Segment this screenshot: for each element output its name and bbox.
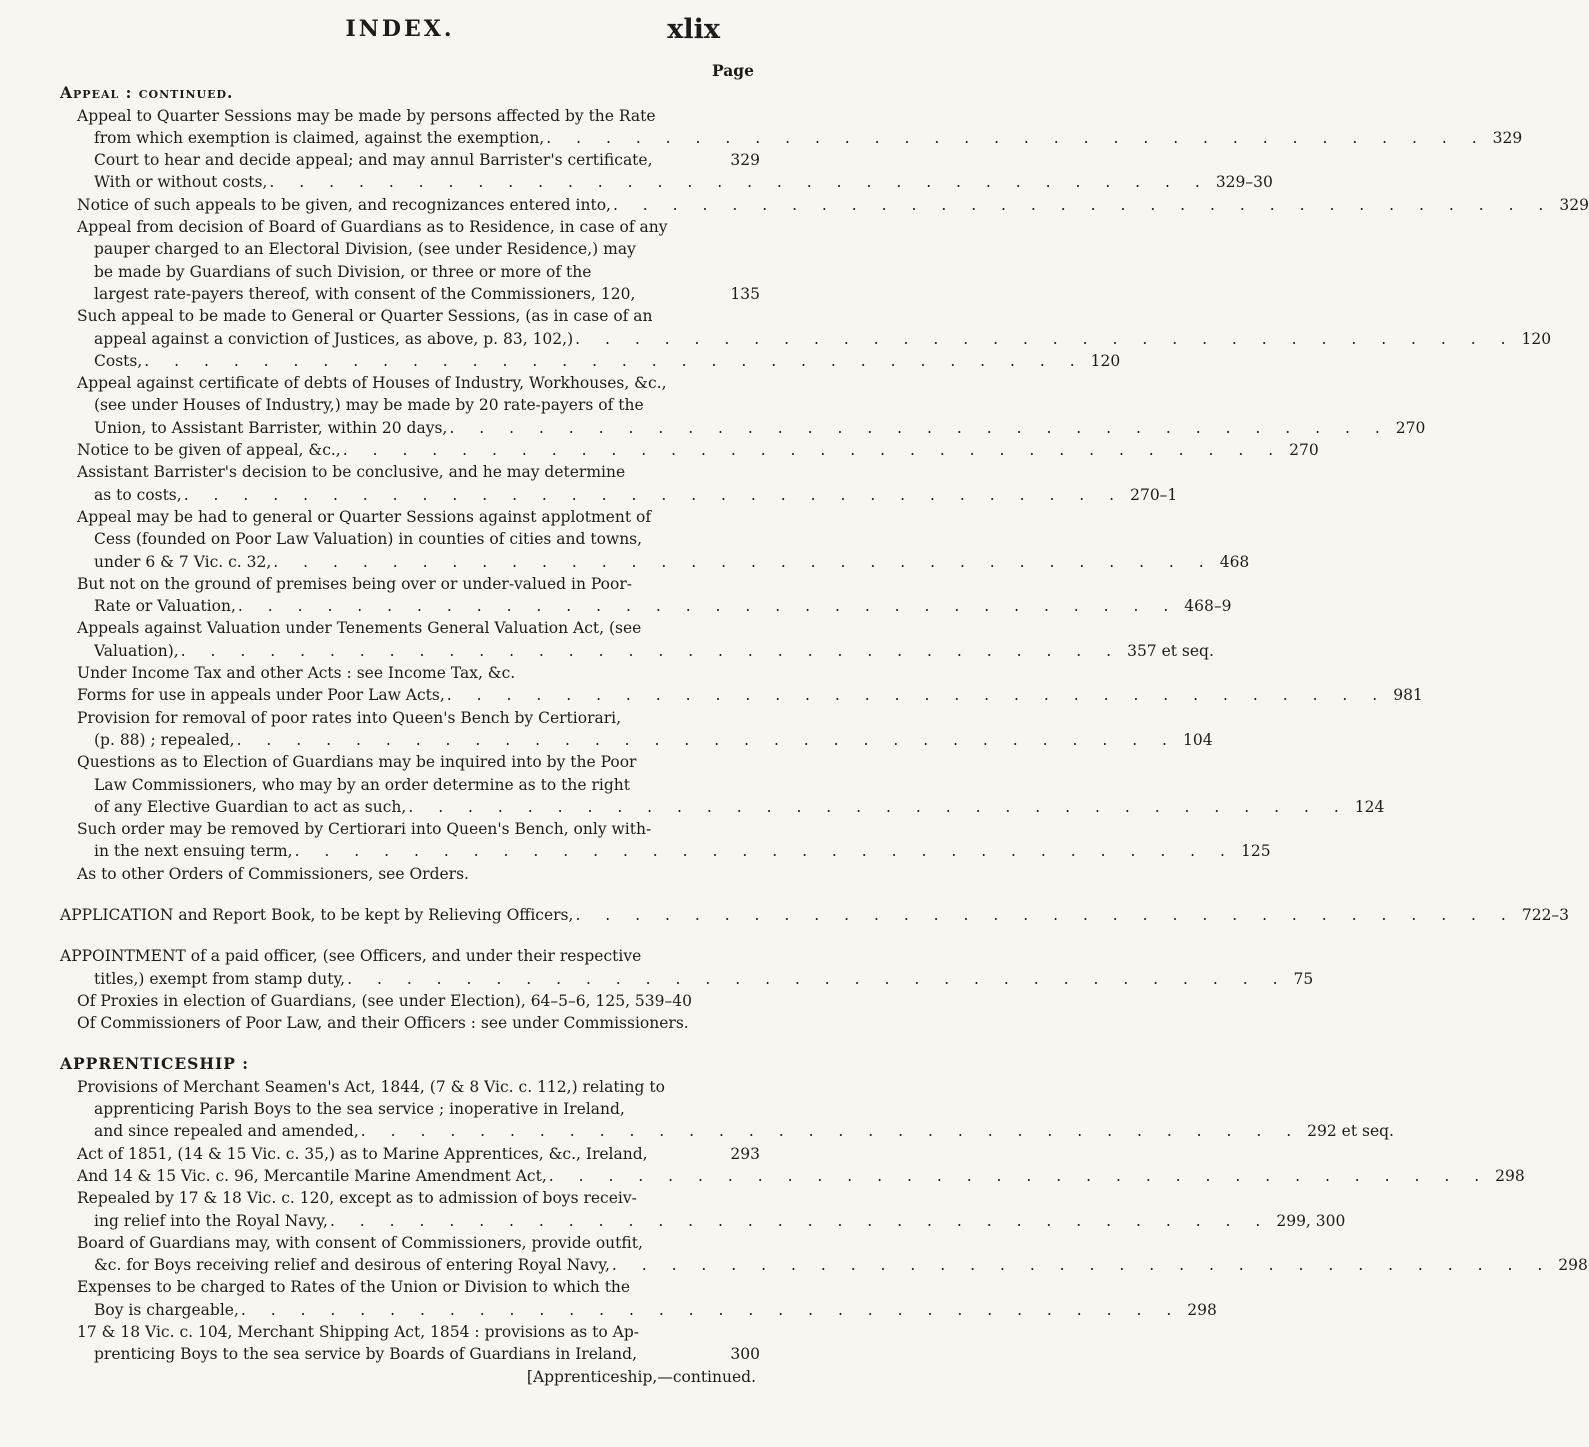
entry-text: Appeal may be had to general or Quarter Sessions against applotment of <box>77 507 652 526</box>
index-entry-line <box>60 261 760 283</box>
index-entry-line <box>60 216 760 238</box>
dot-leader: . . . . . . . . . . . . . . . . . . . . . . . . . . . . . . . . <box>611 1256 1553 1275</box>
entry-text: Law Commissioners, who may by an order determine as to the right <box>94 775 630 794</box>
entry-text: prenticing Boys to the sea service by Boards of Guardians in Ireland, <box>94 1345 638 1364</box>
index-entry-line <box>60 1012 760 1034</box>
entry-text: Notice of such appeals to be given, and recognizances entered into, <box>77 195 611 214</box>
index-entry-line <box>60 751 760 773</box>
index-entry-line <box>60 149 760 171</box>
index-entry-line <box>60 1210 1346 1232</box>
section-heading-text: Appeal : continued. <box>60 83 234 103</box>
entry-text: Boy is chargeable, <box>94 1300 239 1319</box>
index-entry-line <box>60 1276 760 1298</box>
index-entry-line <box>60 573 760 595</box>
entry-text: Valuation), <box>94 641 179 660</box>
entry-text: appeal against a conviction of Justices, as above, p. 83, 102,) <box>94 329 574 348</box>
page-reference: 329 <box>1559 195 1589 214</box>
dot-leader: . . . . . . . . . . . . . . . . . . . . . . . . . . . . . . . . <box>449 418 1390 437</box>
dot-leader: . . . . . . . . . . . . . . . . . . . . . . . . . . . . . . . . <box>269 173 1210 192</box>
page-reference: 299, 300 <box>1276 1211 1346 1230</box>
dot-leader: . . . . . . . . . . . . . . . . . . . . . . . . . . . . . . . . <box>183 485 1125 504</box>
page-reference: 292 et seq. <box>1307 1122 1394 1141</box>
entry-text: Union, to Assistant Barrister, within 20 days, <box>94 418 448 437</box>
index-entry-line <box>60 707 760 729</box>
page-reference: 125 <box>1240 842 1271 861</box>
page-reference: 104 <box>1182 730 1213 749</box>
dot-leader: . . . . . . . . . . . . . . . . . . . . . . . . . . . . . . . . <box>446 686 1388 705</box>
index-entry-line <box>60 968 1314 990</box>
index-entry-line <box>60 1321 760 1343</box>
index-entry-line <box>60 904 1570 926</box>
entry-text: as to costs, <box>94 485 182 504</box>
index-entry-line <box>60 439 1319 461</box>
dot-leader: . . . . . . . . . . . . . . . . . . . . . . . . . . . . . . . . <box>347 969 1288 988</box>
section-gap <box>60 885 760 904</box>
entry-text: Appeals against Valuation under Tenements General Valuation Act, (see <box>77 619 642 638</box>
page-reference: 329 <box>730 151 760 170</box>
index-entry-line <box>60 171 1273 193</box>
index-entry-line <box>60 863 760 885</box>
index-entry-line <box>60 729 1213 751</box>
page-reference: 270–1 <box>1130 485 1178 504</box>
entry-text: pauper charged to an Electoral Division, (see under Residence,) may <box>94 240 636 259</box>
index-entry-line <box>60 350 1121 372</box>
entry-text: Appeal to Quarter Sessions may be made by persons affected by the Rate <box>77 106 656 125</box>
entry-text: APPLICATION and Report Book, to be kept by Relieving Officers, <box>60 905 574 924</box>
index-entry-line <box>60 990 760 1012</box>
page-reference: 120 <box>1521 329 1552 348</box>
dot-leader: . . . . . . . . . . . . . . . . . . . . . . . . . . . . . . . . <box>548 1166 1490 1185</box>
section-heading-text: APPRENTICESHIP : <box>60 1054 249 1074</box>
index-entry-line <box>60 1299 1217 1321</box>
dot-leader: . . . . . . . . . . . . . . . . . . . . . . . . . . . . . . . . <box>294 842 1235 861</box>
entry-text: Board of Guardians may, with consent of Commissioners, provide outfit, <box>77 1233 643 1252</box>
entry-text: Cess (founded on Poor Law Valuation) in counties of cities and towns, <box>94 530 643 549</box>
page-number: xlix <box>667 14 720 45</box>
index-entry-line <box>60 1232 760 1254</box>
entry-text: largest rate-payers thereof, with consent of the Commissioners, 120, <box>94 284 636 303</box>
entry-text: Costs, <box>94 351 143 370</box>
index-entry-line <box>60 1143 760 1165</box>
entry-text: Provision for removal of poor rates into Queen's Bench by Certiorari, <box>77 708 622 727</box>
index-entry-line <box>60 238 760 260</box>
page-reference: 981 <box>1393 686 1423 705</box>
entry-text: Such order may be removed by Certiorari into Queen's Bench, only with- <box>77 820 652 839</box>
entry-text: But not on the ground of premises being over or under-valued in Poor- <box>77 574 632 593</box>
dot-leader: . . . . . . . . . . . . . . . . . . . . . . . . . . . . . . . . <box>342 441 1284 460</box>
index-entry-line <box>60 1165 1525 1187</box>
entry-text: titles,) exempt from stamp duty, <box>94 969 346 988</box>
index-entry-line <box>60 640 1214 662</box>
entry-text: 17 & 18 Vic. c. 104, Merchant Shipping Act, 1854 : provisions as to Ap- <box>77 1323 640 1342</box>
index-entry-line <box>60 1254 1588 1276</box>
index-entry-line <box>60 551 1250 573</box>
dot-leader: . . . . . . . . . . . . . . . . . . . . . . . . . . . . . . . . <box>360 1122 1302 1141</box>
page-reference: 135 <box>730 284 760 303</box>
index-entry-line <box>60 506 760 528</box>
entry-text: Under Income Tax and other Acts : see Income Tax, &c. <box>77 664 516 683</box>
entry-text: from which exemption is claimed, against the exemption, <box>94 128 545 147</box>
entry-text: APPOINTMENT of a paid officer, (see Officers, and under their respective <box>60 947 642 966</box>
entry-text: (p. 88) ; repealed, <box>94 730 235 749</box>
entry-text: With or without costs, <box>94 173 268 192</box>
index-entry-line <box>60 617 760 639</box>
dot-leader: . . . . . . . . . . . . . . . . . . . . . . . . . . . . . . . . <box>575 329 1516 348</box>
page-column-label: Page <box>712 61 754 80</box>
dot-leader: . . . . . . . . . . . . . . . . . . . . . . . . . . . . . . . . <box>273 552 1214 571</box>
dot-leader: . . . . . . . . . . . . . . . . . . . . . . . . . . . . . . . . <box>408 797 1349 816</box>
entry-text: Appeal against certificate of debts of Houses of Industry, Workhouses, &c., <box>77 374 667 393</box>
page-reference: 329 <box>1492 128 1523 147</box>
page-reference: 300 <box>730 1345 760 1364</box>
index-entry-line <box>60 372 760 394</box>
entry-text: And 14 & 15 Vic. c. 96, Mercantile Marine Amendment Act, <box>77 1166 547 1185</box>
page-reference: 357 et seq. <box>1127 641 1214 660</box>
entry-text: &c. for Boys receiving relief and desirous of entering Royal Navy, <box>94 1256 610 1275</box>
entry-text: and since repealed and amended, <box>94 1122 359 1141</box>
index-entry-line <box>60 194 1589 216</box>
dot-leader: . . . . . . . . . . . . . . . . . . . . . . . . . . . . . . . . <box>575 905 1516 924</box>
index-entry-line <box>60 595 1232 617</box>
dot-leader: . . . . . . . . . . . . . . . . . . . . . . . . . . . . . . . . <box>237 597 1179 616</box>
index-entry-line <box>60 840 1271 862</box>
dot-leader: . . . . . . . . . . . . . . . . . . . . . . . . . . . . . . . . <box>144 351 1085 370</box>
index-entry-line <box>60 818 760 840</box>
entry-text: (see under Houses of Industry,) may be made by 20 rate-payers of the <box>94 396 644 415</box>
index-entry-line <box>60 528 760 550</box>
section-gap <box>60 926 760 945</box>
index-entry-line <box>60 394 760 416</box>
entry-text: Of Commissioners of Poor Law, and their Officers : see under Commissioners. <box>77 1014 689 1033</box>
page-reference: 293 <box>730 1144 760 1163</box>
entry-text: Such appeal to be made to General or Quarter Sessions, (as in case of an <box>77 307 653 326</box>
entry-text: Questions as to Election of Guardians may be inquired into by the Poor <box>77 753 637 772</box>
page-reference: 722–3 <box>1521 905 1570 924</box>
index-entry-line <box>60 105 760 127</box>
index-entry-line <box>60 662 760 684</box>
page-reference: 75 <box>1293 969 1314 988</box>
section-heading <box>60 1053 760 1075</box>
entry-text: apprenticing Parish Boys to the sea service ; inoperative in Ireland, <box>94 1100 625 1119</box>
index-entry-line <box>60 796 1385 818</box>
index-body <box>60 60 1589 1388</box>
entry-text: Notice to be given of appeal, &c., <box>77 441 341 460</box>
section-heading <box>60 82 760 104</box>
entry-text: Court to hear and decide appeal; and may annul Barrister's certificate, <box>94 151 653 170</box>
continuation-note: [Apprenticeship,—continued. <box>526 1367 756 1386</box>
index-entry-line <box>60 461 760 483</box>
dot-leader: . . . . . . . . . . . . . . . . . . . . . . . . . . . . . . . . <box>180 641 1122 660</box>
page-reference: 124 <box>1354 797 1385 816</box>
dot-leader: . . . . . . . . . . . . . . . . . . . . . . . . . . . . . . . . <box>546 128 1487 147</box>
index-entry-line <box>60 684 1423 706</box>
page-reference: 468–9 <box>1184 597 1232 616</box>
entry-text: be made by Guardians of such Division, or three or more of the <box>94 262 592 281</box>
entry-text: ing relief into the Royal Navy, <box>94 1211 328 1230</box>
entry-text: under 6 & 7 Vic. c. 32, <box>94 552 272 571</box>
index-entry-line <box>60 283 760 305</box>
page-reference: 270 <box>1395 418 1426 437</box>
page-reference: 329–30 <box>1215 173 1273 192</box>
index-entry-line <box>60 328 1552 350</box>
page-reference: 298 <box>1495 1166 1525 1185</box>
entry-text: Expenses to be charged to Rates of the Union or Division to which the <box>77 1278 631 1297</box>
entry-text: Provisions of Merchant Seamen's Act, 1844, (7 & 8 Vic. c. 112,) relating to <box>77 1077 665 1096</box>
index-entry-line <box>60 1343 760 1365</box>
entry-text: As to other Orders of Commissioners, see Orders. <box>77 864 469 883</box>
page-reference: 298 <box>1187 1300 1217 1319</box>
entry-text: Act of 1851, (14 & 15 Vic. c. 35,) as to Marine Apprentices, &c., Ireland, <box>77 1144 648 1163</box>
index-entry-line <box>60 417 1426 439</box>
index-entry-line <box>60 1187 760 1209</box>
index-entry-line <box>60 305 760 327</box>
page-reference: 468 <box>1219 552 1250 571</box>
entry-text: Forms for use in appeals under Poor Law Acts, <box>77 686 445 705</box>
entry-text: Rate or Valuation, <box>94 597 236 616</box>
dot-leader: . . . . . . . . . . . . . . . . . . . . . . . . . . . . . . . . <box>329 1211 1271 1230</box>
entry-text: Appeal from decision of Board of Guardians as to Residence, in case of any <box>77 218 668 237</box>
index-entry-line <box>60 1098 760 1120</box>
index-entry-line <box>60 774 760 796</box>
entry-text: in the next ensuing term, <box>94 842 293 861</box>
entry-text: Of Proxies in election of Guardians, (see under Election), 64–5–6, 125, 539–40 <box>77 991 692 1010</box>
index-entry-line <box>60 945 760 967</box>
entry-text: Repealed by 17 & 18 Vic. c. 120, except as to admission of boys receiv- <box>77 1189 637 1208</box>
page-reference: 270 <box>1289 441 1319 460</box>
page-header <box>0 14 800 52</box>
index-entry-line <box>60 1076 760 1098</box>
index-entry-line <box>60 484 1178 506</box>
section-gap <box>60 1034 760 1053</box>
entry-text: Assistant Barrister's decision to be conclusive, and he may determine <box>77 463 626 482</box>
dot-leader: . . . . . . . . . . . . . . . . . . . . . . . . . . . . . . . . <box>236 730 1177 749</box>
dot-leader: . . . . . . . . . . . . . . . . . . . . . . . . . . . . . . . . <box>240 1300 1182 1319</box>
page-reference: 298 <box>1558 1256 1588 1275</box>
dot-leader: . . . . . . . . . . . . . . . . . . . . . . . . . . . . . . . . <box>612 195 1554 214</box>
index-entry-line <box>60 1120 1394 1142</box>
entry-text: of any Elective Guardian to act as such, <box>94 797 407 816</box>
running-title: INDEX. <box>345 16 455 42</box>
page-reference: 120 <box>1090 351 1121 370</box>
index-entry-line <box>60 127 1523 149</box>
